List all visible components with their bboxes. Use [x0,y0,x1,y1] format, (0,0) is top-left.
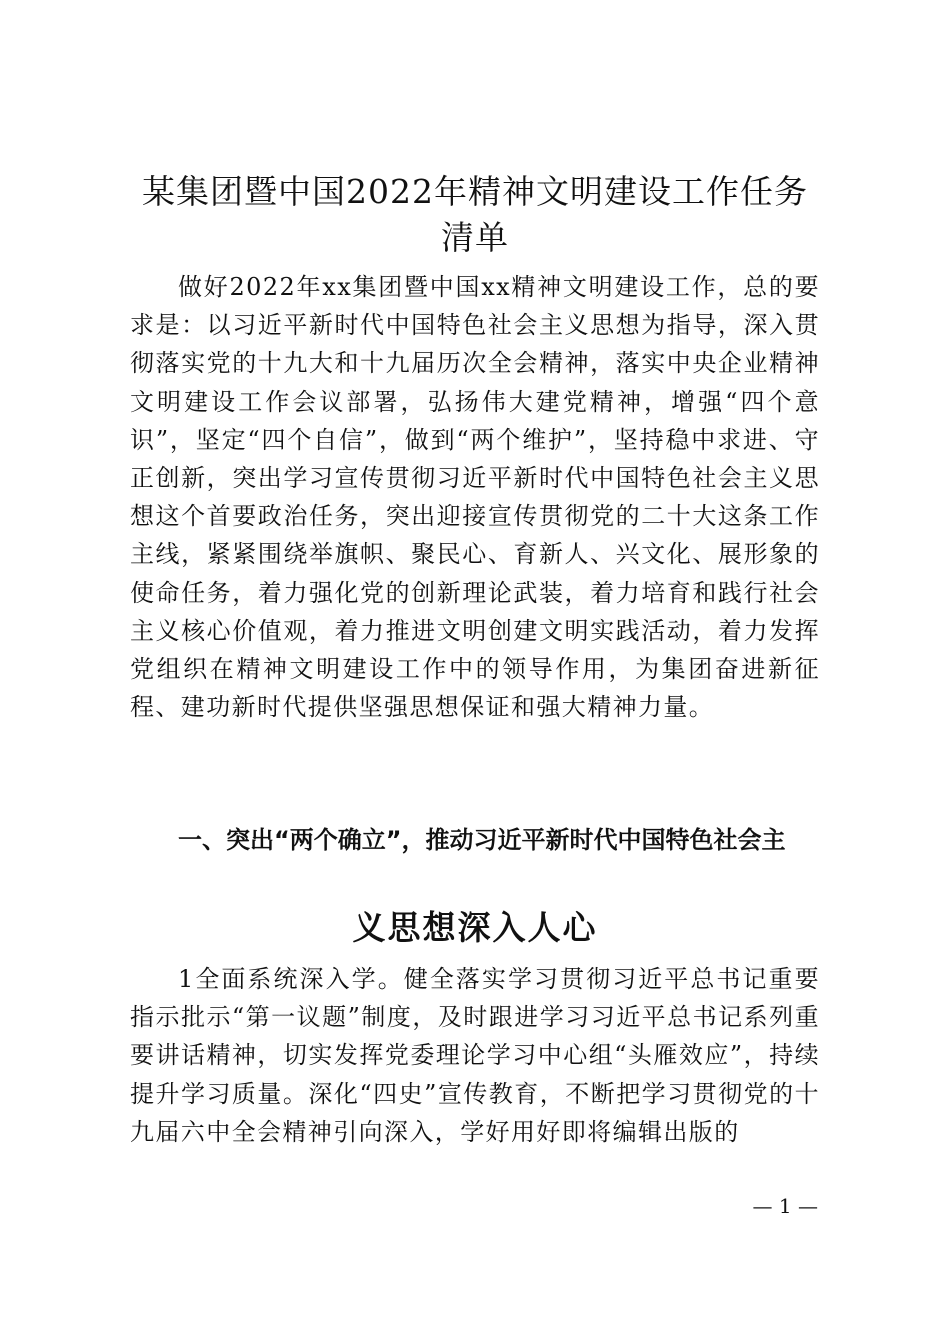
page-number: — 1 — [752,1194,818,1218]
section1-heading: 一、突出“两个确立”，推动习近平新时代中国特色社会主 [178,826,786,854]
document-title-line2: 清单 [441,218,509,257]
section1-heading-continued: 义思想深入人心 [352,908,598,947]
item1-paragraph: 1全面系统深入学。健全落实学习贯彻习近平总书记重要指示批示“第一议题”制度，及时跟进学习习近平总书记系列重要讲话精神，切实发挥党委理论学习中心组“头雁效应”，持续提升学习质量。深化“四史”宣传教育，不断把学习贯彻党的十九届六中全会精神引向深入，学好用好即将编辑出版的 [130,965,820,1146]
intro-paragraph: 做好2022年xx集团暨中国xx精神文明建设工作，总的要求是：以习近平新时代中国特色社会主义思想为指导，深入贯彻落实党的十九大和十九届历次全会精神，落实中央企业精神文明建设工作会议部署，弘扬伟大建党精神，增强“四个意识”，坚定“四个自信”，做到“两个维护”，坚持稳中求进、守正创新，突出学习宣传贯彻习近平新时代中国特色社会主义思想这个首要政治任务，突出迎接宣传贯彻党的二十大这条工作主线，紧紧围绕举旗帜、聚民心、育新人、兴文化、展形象的使命任务，着力强化党的创新理论武装，着力培育和践行社会主义核心价值观，着力推进文明创建文明实践活动，着力发挥党组织在精神文明建设工作中的领导作用，为集团奋进新征程、建功新时代提供坚强思想保证和强大精神力量。 [130,273,820,722]
document-title-line1: 某集团暨中国2022年精神文明建设工作任务 [142,172,808,211]
